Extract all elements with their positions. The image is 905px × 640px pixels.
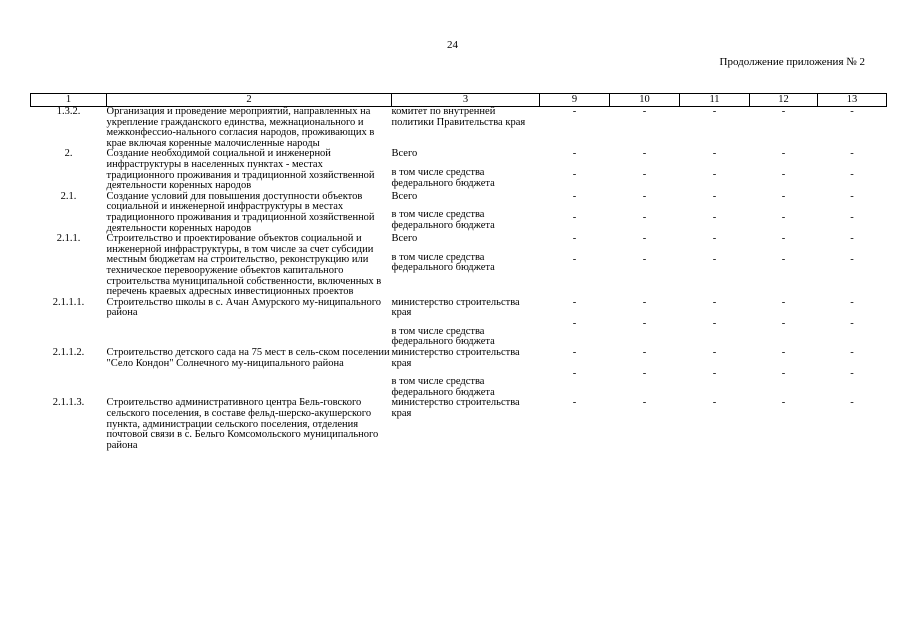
value-dash: -: [781, 296, 786, 308]
row-title: Создание условий для повышения доступности объектов социальной и инженерной инфраструктуры в местах традиционного проживания и традиционной хозяйственной деятельности коренных народов: [106, 190, 375, 234]
row-executor: [392, 107, 540, 150]
value-cell: [680, 398, 750, 451]
value-dash: -: [572, 254, 577, 266]
value-dash: -: [781, 211, 786, 223]
value-cell: [750, 107, 818, 150]
value-dash: -: [850, 233, 854, 245]
value-cell: [750, 192, 818, 234]
table-row: [31, 107, 887, 150]
value-dash: -: [572, 190, 577, 202]
value-dash: -: [642, 254, 647, 266]
value-cell: [818, 348, 887, 398]
value-cell: [818, 398, 887, 451]
row-executor: [392, 149, 540, 191]
col-header-12: 12: [750, 94, 818, 107]
row-title: Организация и проведение мероприятий, направленных на укрепление гражданского единства, межнационального и межконфессио-нального согласия народов, проживающих в крае включая коренные малочисленные народы: [106, 106, 375, 149]
executor-line: в том числе средства федерального бюджета: [391, 325, 495, 348]
col-header-11: 11: [680, 94, 750, 107]
table-row: [31, 234, 887, 298]
executor-line: в том числе средства федерального бюджета: [391, 251, 495, 274]
page-number: 24: [447, 39, 458, 51]
executor-line: Всего: [391, 233, 418, 245]
appendix-table: [30, 93, 887, 451]
row-number: 1.3.2.: [56, 106, 81, 117]
value-dash: -: [850, 368, 854, 380]
value-dash: -: [850, 169, 854, 181]
col-header-2: 2: [107, 94, 392, 107]
value-dash: -: [712, 148, 717, 160]
value-dash: -: [642, 397, 647, 409]
row-title: Строительство школы в с. Ачан Амурского му-ниципального района: [106, 296, 381, 319]
value-cell: [540, 234, 610, 298]
value-dash: -: [850, 106, 854, 117]
value-dash: -: [712, 317, 717, 329]
value-dash: -: [642, 233, 647, 245]
value-dash: -: [642, 148, 647, 160]
executor-line: Всего: [391, 148, 418, 160]
value-dash: -: [642, 211, 647, 223]
value-dash: -: [850, 190, 854, 202]
row-executor: [392, 398, 540, 451]
value-cell: [540, 149, 610, 191]
row-number: 2.1.1.3.: [52, 397, 85, 409]
value-dash: -: [712, 169, 717, 181]
continuation-caption: Продолжение приложения № 2: [719, 56, 865, 68]
row-number: 2.: [64, 148, 73, 160]
value-cell: [818, 234, 887, 298]
value-dash: -: [712, 233, 717, 245]
value-dash: -: [712, 296, 717, 308]
table-row: [31, 348, 887, 398]
value-dash: -: [850, 254, 854, 266]
executor-line: в том числе средства федерального бюджета: [391, 376, 495, 398]
value-cell: [818, 149, 887, 191]
value-cell: [540, 192, 610, 234]
value-dash: -: [850, 317, 854, 329]
value-dash: -: [781, 397, 786, 409]
col-header-1: 1: [31, 94, 107, 107]
col-header-9: 9: [540, 94, 610, 107]
value-cell: [680, 348, 750, 398]
executor-line: министерство строительства края: [391, 296, 520, 319]
value-cell: [540, 398, 610, 451]
row-number: 2.1.: [60, 190, 77, 202]
row-number: 2.1.1.1.: [52, 296, 85, 308]
value-dash: -: [781, 169, 786, 181]
table-body: [31, 107, 887, 452]
value-cell: [680, 298, 750, 348]
value-dash: -: [572, 148, 577, 160]
executor-line: комитет по внутренней политики Правительства края: [391, 106, 526, 128]
value-dash: -: [712, 211, 717, 223]
value-cell: [610, 398, 680, 451]
value-dash: -: [572, 296, 577, 308]
header-row: [31, 94, 887, 107]
executor-line: министерство строительства края: [391, 397, 520, 420]
value-cell: [680, 149, 750, 191]
value-dash: -: [781, 347, 786, 359]
row-title: Строительство детского сада на 75 мест в сель-ском поселении "Село Кондон" Солнечного му-ниципального района: [106, 347, 390, 369]
value-dash: -: [572, 368, 577, 380]
value-dash: -: [712, 190, 717, 202]
row-title: Создание необходимой социальной и инженерной инфраструктуры в населенных пунктах - местах традиционного проживания и традиционной хозяйственной деятельности коренных народов: [106, 148, 375, 192]
value-cell: [610, 149, 680, 191]
row-number: 2.1.1.2.: [52, 347, 85, 359]
executor-line: в том числе средства федерального бюджета: [391, 166, 495, 189]
value-cell: [818, 107, 887, 150]
executor-line: Всего: [391, 190, 418, 202]
executor-line: в том числе средства федерального бюджета: [391, 209, 495, 231]
value-dash: -: [572, 211, 577, 223]
value-cell: [750, 348, 818, 398]
value-dash: -: [642, 347, 647, 359]
value-dash: -: [642, 368, 647, 380]
value-dash: -: [572, 397, 577, 409]
col-header-10: 10: [610, 94, 680, 107]
row-executor: [392, 348, 540, 398]
row-title: Строительство и проектирование объектов социальной и инженерной инфраструктуры, в том числе за счет субсидии местным бюджетам на строительство, реконструкцию или техническое перевооружение объектов капитального строительства муниципальной собственности, включенных в перечень краевых адресных инвестиционных проектов: [106, 233, 382, 298]
value-dash: -: [572, 347, 577, 359]
table-row: [31, 149, 887, 191]
value-dash: -: [850, 296, 854, 308]
value-cell: [610, 348, 680, 398]
table-row: [31, 298, 887, 348]
value-dash: -: [781, 106, 786, 117]
value-cell: [680, 192, 750, 234]
value-cell: [750, 234, 818, 298]
row-number: 2.1.1.: [56, 233, 81, 245]
value-cell: [610, 234, 680, 298]
value-dash: -: [712, 254, 717, 266]
value-dash: -: [781, 317, 786, 329]
value-cell: [610, 192, 680, 234]
value-dash: -: [850, 148, 854, 160]
value-cell: [818, 298, 887, 348]
value-dash: -: [572, 106, 577, 117]
value-dash: -: [781, 190, 786, 202]
value-dash: -: [781, 148, 786, 160]
value-dash: -: [712, 106, 717, 117]
value-dash: -: [781, 368, 786, 380]
value-dash: -: [781, 254, 786, 266]
value-cell: [818, 192, 887, 234]
value-cell: [680, 107, 750, 150]
value-dash: -: [850, 397, 854, 409]
value-cell: [750, 298, 818, 348]
table-row: [31, 192, 887, 234]
value-cell: [610, 107, 680, 150]
col-header-13: 13: [818, 94, 887, 107]
value-dash: -: [642, 317, 647, 329]
value-cell: [540, 107, 610, 150]
value-dash: -: [572, 317, 577, 329]
value-dash: -: [642, 106, 647, 117]
value-dash: -: [712, 347, 717, 359]
value-dash: -: [572, 169, 577, 181]
value-cell: [750, 398, 818, 451]
value-dash: -: [781, 233, 786, 245]
value-dash: -: [712, 368, 717, 380]
row-executor: [392, 298, 540, 348]
value-cell: [540, 298, 610, 348]
value-dash: -: [642, 169, 647, 181]
value-cell: [750, 149, 818, 191]
row-executor: [392, 234, 540, 298]
value-dash: -: [572, 233, 577, 245]
value-cell: [610, 298, 680, 348]
value-dash: -: [642, 190, 647, 202]
row-executor: [392, 192, 540, 234]
value-cell: [540, 348, 610, 398]
value-cell: [680, 234, 750, 298]
row-title: Строительство административного центра Бель-говского сельского поселения, в составе фельд-шерско-акушерского пункта, администрации сельского поселения, отделения почтовой связи в с. Бельго Комсомольского муниципального района: [106, 397, 379, 451]
table-row: [31, 398, 887, 451]
value-dash: -: [642, 296, 647, 308]
value-dash: -: [850, 211, 854, 223]
value-dash: -: [712, 397, 717, 409]
value-dash: -: [850, 347, 854, 359]
executor-line: министерство строительства края: [391, 347, 520, 369]
col-header-3: 3: [392, 94, 540, 107]
